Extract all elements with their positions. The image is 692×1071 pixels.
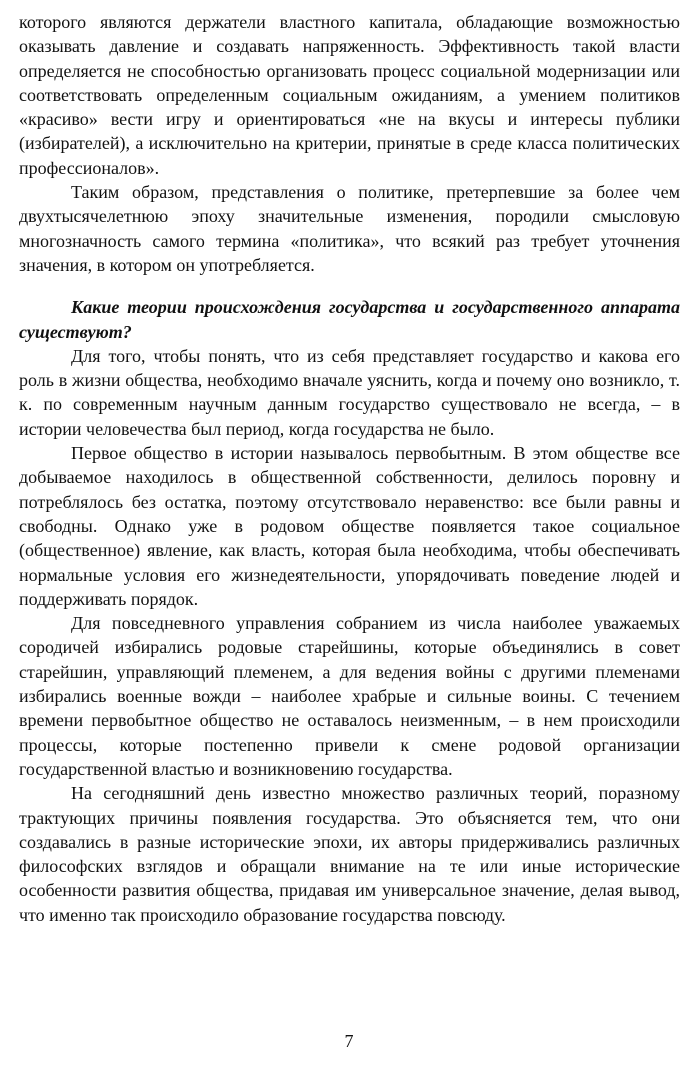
paragraph-politics-summary: Таким образом, представления о политике, претерпевшие за более чем двухтысячелетнюю эпоху значительные изменения, породили смысловую многозначность самого термина «политика», что всякий раз требует уточнения значения, в котором он употребляется. <box>19 182 680 275</box>
section-heading: Какие теории происхождения государства и государственного аппарата существуют? <box>19 297 680 342</box>
page-number: 7 <box>344 1031 354 1051</box>
paragraph-state-origin: Для того, чтобы понять, что из себя представляет государство и какова его роль в жизни общества, необходимо вначале уяснить, когда и почему оно возникло, т. к. по современным научным данным государство существовало не всегда, – в истории человечества был период, когда государства не было. <box>19 345 680 439</box>
paragraph-primitive-society: Первое общество в истории называлось первобытным. В этом обществе все добываемое находилось в общественной собственности, делилось поровну и потреблялось без остатка, поэтому отсутствовало неравенство: все были равны и свободны. Однако уже в родовом обществе появляется такое социальное (общественное) явление, как власть, которая была необходима, чтобы обеспечивать нормальные условия его жизнедеятельности, упорядочивать поведение людей и поддерживать порядок. <box>19 443 680 609</box>
paragraph-continuation: которого являются держатели властного капитала, обладающие возможностью оказывать давление и создавать напряженность. Эффективность такой власти определяется не способностью организовать процесс социальной модернизации или соответствовать определенным социальным ожиданиям, а умением политиков «красиво» вести игру и ориентироваться «не на вкусы и интересы публики (избирателей), а исключительно на критерии, принятые в среде класса политических профессионалов». <box>19 12 680 178</box>
paragraph-theories: На сегодняшний день известно множество различных теорий, поразному трактующих причины появления государства. Это объясняется тем, что они создавались в разные исторические эпохи, их авторы придерживались различных философских взглядов и обращали внимание на те или иные исторические особенности развития общества, придавая им универсальное значение, делая вывод, что именно так происходило образование государства повсюду. <box>19 783 680 925</box>
paragraph-tribal-governance: Для повседневного управления собранием из числа наиболее уважаемых сородичей избирались родовые старейшины, которые объединялись в совет старейшин, управляющий племенем, а для ведения войны с другими племенами избирались военные вожди – наиболее храбрые и сильные воины. С течением времени первобытное общество не оставалось неизменным, – в нем происходили процессы, которые постепенно привели к смене родовой организации государственной властью и возникновению государства. <box>19 613 680 779</box>
